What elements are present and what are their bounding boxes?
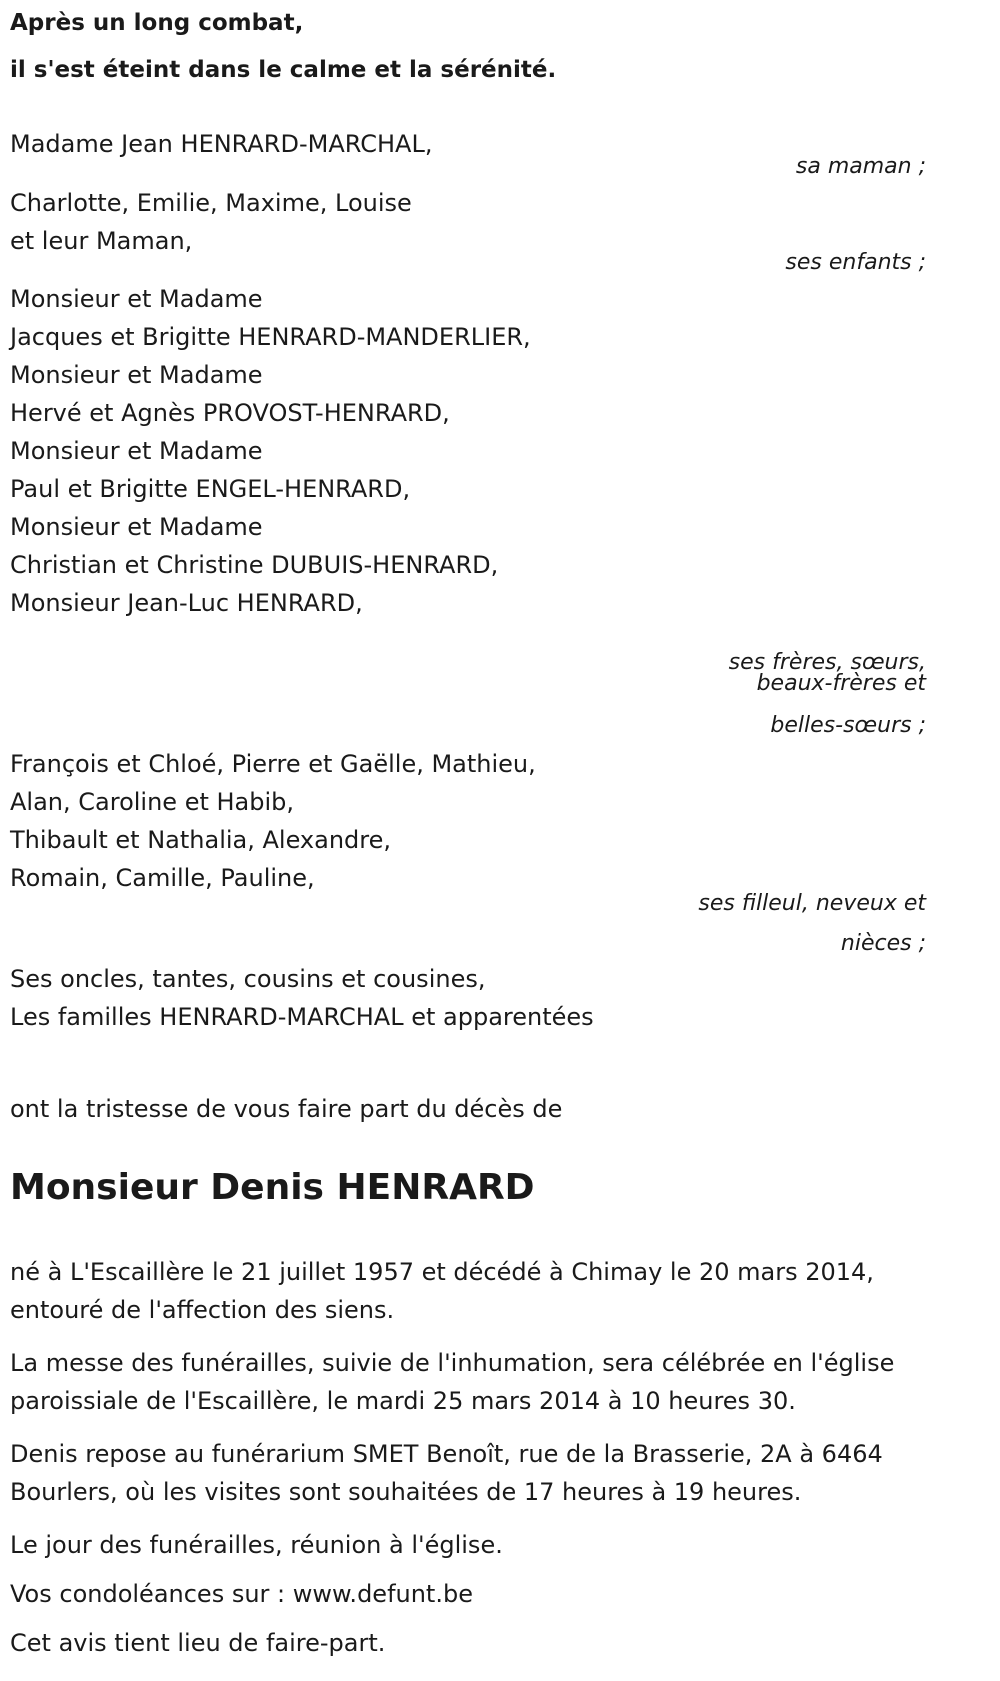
funerarium-paragraph: Denis repose au funérarium SMET Benoît, rue de la Brasserie, 2A à 6464 Bourlers, où les visites sont souhaitées de 17 heures à 19 heures. — [10, 1440, 883, 1506]
sibling-line: Monsieur et Madame — [10, 285, 263, 313]
siblings-relation-last: belles-sœurs ; — [770, 713, 926, 738]
sibling-line: Christian et Christine DUBUIS-HENRARD, — [10, 551, 499, 579]
mother-name: Madame Jean HENRARD-MARCHAL, — [10, 130, 433, 158]
mother-relation: sa maman ; — [795, 154, 926, 179]
meeting-paragraph: Le jour des funérailles, réunion à l'église. — [10, 1531, 503, 1559]
sibling-line: Monsieur et Madame — [10, 513, 263, 541]
nephews-relation-last: nièces ; — [840, 931, 926, 956]
sibling-line: Monsieur et Madame — [10, 437, 263, 465]
children-relation: ses enfants ; — [785, 250, 926, 275]
sibling-line: Monsieur Jean-Luc HENRARD, — [10, 589, 363, 617]
sibling-line: Hervé et Agnès PROVOST-HENRARD, — [10, 399, 450, 427]
siblings-relation-line: ses frères, sœurs, — [728, 650, 926, 675]
notice-paragraph: Cet avis tient lieu de faire-part. — [10, 1629, 386, 1657]
siblings-relation-line: beaux-frères et — [756, 671, 926, 696]
nephew-line: François et Chloé, Pierre et Gaëlle, Mathieu, — [10, 750, 536, 778]
deceased-name: Monsieur Denis HENRARD — [10, 1167, 535, 1208]
extended-family — [10, 960, 594, 1036]
sibling-line: Paul et Brigitte ENGEL-HENRARD, — [10, 475, 411, 503]
nephews-relation: ses filleul, neveux et — [698, 891, 926, 916]
intro-line-2: il s'est éteint dans le calme et la sérénité. — [10, 57, 557, 83]
nephews-names — [10, 745, 536, 897]
birth-death-paragraph: né à L'Escaillère le 21 juillet 1957 et décédé à Chimay le 20 mars 2014, entouré de l'affection des siens. — [10, 1258, 874, 1324]
funeral-mass-paragraph: La messe des funérailles, suivie de l'inhumation, sera célébrée en l'église paroissiale de l'Escaillère, le mardi 25 mars 2014 à 10 heures 30. — [10, 1349, 895, 1415]
condolences-paragraph: Vos condoléances sur : www.defunt.be — [10, 1580, 473, 1608]
children-names — [10, 184, 412, 260]
sibling-line: Monsieur et Madame — [10, 361, 263, 389]
siblings-relation — [729, 652, 926, 694]
extended-line: Ses oncles, tantes, cousins et cousines, — [10, 965, 486, 993]
children-line: et leur Maman, — [10, 227, 193, 255]
nephew-line: Alan, Caroline et Habib, — [10, 788, 295, 816]
extended-line: Les familles HENRARD-MARCHAL et apparentées — [10, 1003, 594, 1031]
announcement-text: ont la tristesse de vous faire part du décès de — [10, 1095, 563, 1123]
nephew-line: Romain, Camille, Pauline, — [10, 864, 315, 892]
nephew-line: Thibault et Nathalia, Alexandre, — [10, 826, 392, 854]
children-line: Charlotte, Emilie, Maxime, Louise — [10, 189, 412, 217]
sibling-line: Jacques et Brigitte HENRARD-MANDERLIER, — [10, 323, 531, 351]
intro-line-1: Après un long combat, — [10, 10, 304, 36]
siblings-names — [10, 280, 531, 622]
